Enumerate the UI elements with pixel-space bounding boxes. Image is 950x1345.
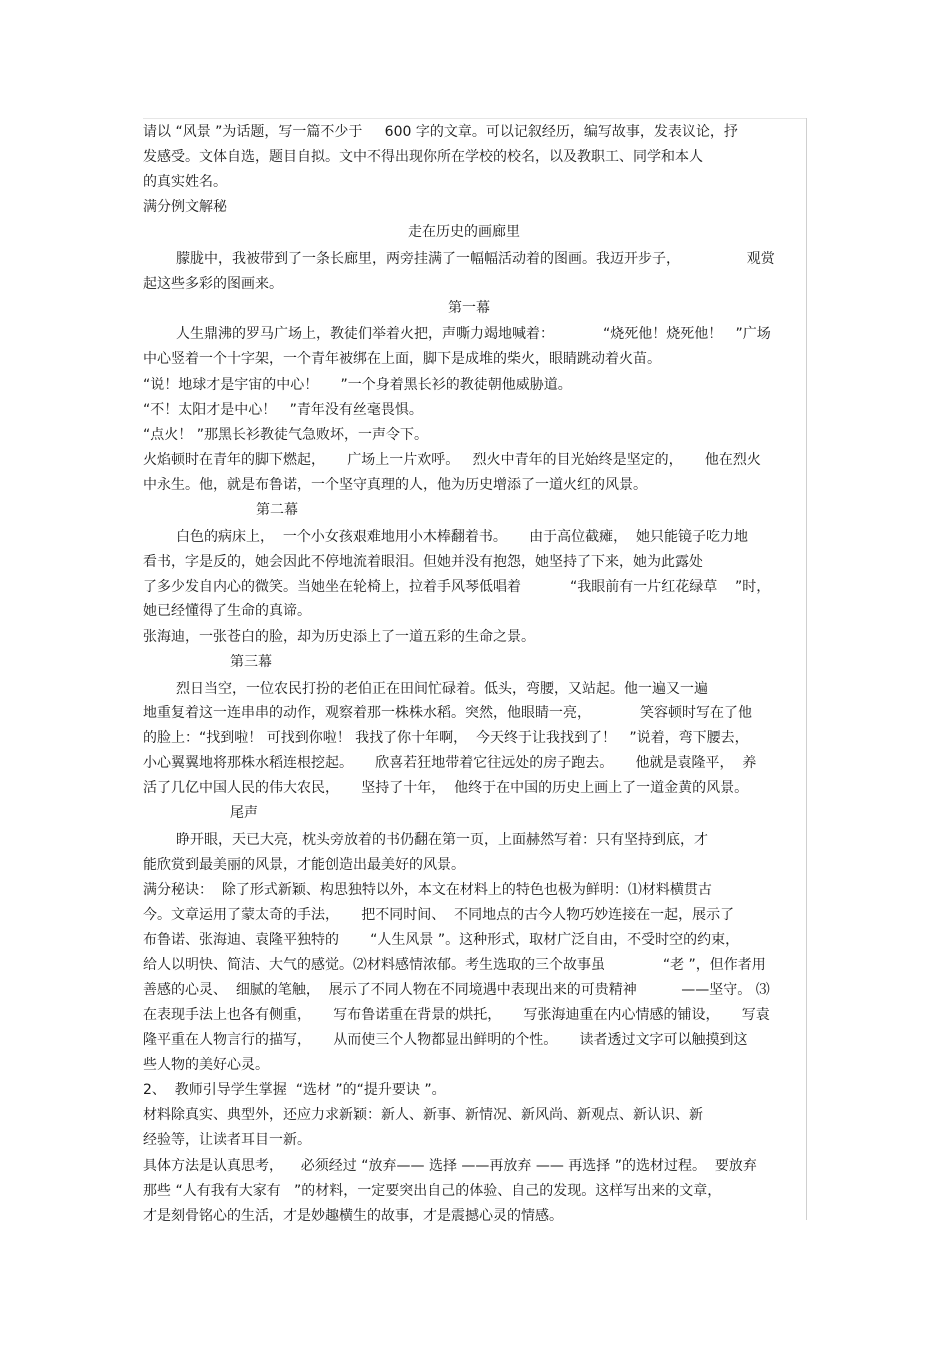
text-line: 今。文章运用了蒙太奇的手法， 把不同时间、 不同地点的古今人物巧妙连接在一起，展示了	[143, 907, 735, 923]
essay-title: 走在历史的画廊里	[408, 224, 520, 240]
section-heading: 满分例文解秘	[143, 199, 227, 215]
text-line: 白色的病床上， 一个小女孩艰难地用小木棒翻着书。 由于高位截瘫， 她只能镜子吃力地	[176, 529, 749, 545]
text-line: 发感受。文体自选，题目自拟。文中不得出现你所在学校的校名，以及教职工、同学和本人	[143, 149, 703, 165]
text-line: 烈日当空，一位农民打扮的老伯正在田间忙碌着。低头，弯腰，又站起。他一遍又一遍	[176, 681, 708, 697]
text-line: 的脸上：“找到啦！ 可找到你啦！ 我找了你十年啊， 今天终于让我找到了！ ”说着，弯下腰去，	[143, 730, 749, 746]
text-line: 活了几亿中国人民的伟大农民， 坚持了十年， 他终于在中国的历史上画上了一道金黄的风景。	[143, 780, 749, 796]
text-line: 具体方法是认真思考， 必须经过 “放弃—— 选择 ——再放弃 —— 再选择 ”的选材过程。 要放弃	[143, 1158, 757, 1174]
text-line: “点火！ ”那黑长衫教徒气急败坏，一声令下。	[143, 427, 428, 443]
text-line: 起这些多彩的图画来。	[143, 276, 283, 292]
text-line: 隆平重在人物言行的描写， 从而使三个人物都显出鲜明的个性。 读者透过文字可以触摸到这	[143, 1032, 748, 1048]
text-line: 那些 “人有我有大家有 ”的材料，一定要突出自己的体验、自己的发现。这样写出来的文章，	[143, 1183, 722, 1199]
text-line: 能欣赏到最美丽的风景，才能创造出最美好的风景。	[143, 857, 465, 873]
text-line: 看书，字是反的，她会因此不停地流着眼泪。但她并没有抱怨，她坚持了下来，她为此露处	[143, 554, 703, 570]
page-top-rule	[143, 118, 806, 119]
text-line: “说！地球才是宇宙的中心！ ”一个身着黑长衫的教徒朝他威胁道。	[143, 377, 572, 393]
text-line: 满分秘诀： 除了形式新颖、构思独特以外，本文在材料上的特色也极为鲜明：⑴材料横贯古	[143, 882, 712, 898]
numbered-heading: 2、 教师引导学生掌握 “选材 ”的“提升要诀 ”。	[143, 1082, 446, 1098]
text-line: 地重复着这一连串串的动作，观察着那一株株水稻。突然，他眼睛一亮， 笑容顿时写在了他	[143, 705, 752, 721]
text-line: 睁开眼，天已大亮，枕头旁放着的书仍翻在第一页，上面赫然写着：只有坚持到底，才	[176, 832, 708, 848]
text-line: 些人物的美好心灵。	[143, 1057, 269, 1073]
page-right-rule	[806, 118, 807, 1220]
text-line: 了多少发自内心的微笑。当她坐在轮椅上，拉着手风琴低唱着 “我眼前有一片红花绿草 ”时，	[143, 579, 771, 595]
text-line: 小心翼翼地将那株水稻连根挖起。 欣喜若狂地带着它往远处的房子跑去。 他就是袁隆平， 养	[143, 755, 757, 771]
text-line: 材料除真实、典型外，还应力求新颖：新人、新事、新情况、新风尚、新观点、新认识、新	[143, 1107, 703, 1123]
text-line: “不！太阳才是中心！ ”青年没有丝毫畏惧。	[143, 402, 423, 418]
text-line: 才是刻骨铭心的生活，才是妙趣横生的故事，才是震撼心灵的情感。	[143, 1208, 563, 1224]
section-heading: 尾声	[230, 805, 258, 821]
text-line: 请以 “风景 ”为话题，写一篇不少于 600 字的文章。可以记叙经历，编写故事，发表议论，抒	[143, 124, 738, 140]
text-line: 给人以明快、简洁、大气的感觉。⑵材料感情浓郁。考生选取的三个故事虽 “老 ”，但作者用	[143, 957, 766, 973]
text-line: 布鲁诺、张海迪、袁隆平独特的 “人生风景 ”。这种形式，取材广泛自由，不受时空的约束，	[143, 932, 740, 948]
act-heading: 第二幕	[256, 502, 298, 518]
text-line: 善感的心灵、 细腻的笔触， 展示了不同人物在不同境遇中表现出来的可贵精神 ——坚守。 ⑶	[143, 982, 770, 998]
text-line: 在表现手法上也各有侧重， 写布鲁诺重在背景的烘托， 写张海迪重在内心情感的铺设， 写袁	[143, 1007, 770, 1023]
text-line: 她已经懂得了生命的真谛。	[143, 603, 311, 619]
text-line: 张海迪，一张苍白的脸，却为历史添上了一道五彩的生命之景。	[143, 629, 535, 645]
text-line: 经验等，让读者耳目一新。	[143, 1132, 311, 1148]
act-heading: 第一幕	[448, 300, 490, 316]
text-line: 朦胧中，我被带到了一条长廊里，两旁挂满了一幅幅活动着的图画。我迈开步子， 观赏	[176, 251, 775, 267]
text-line: 火焰顿时在青年的脚下燃起， 广场上一片欢呼。 烈火中青年的目光始终是坚定的， 他在烈火	[143, 452, 761, 468]
text-line: 中永生。他，就是布鲁诺，一个坚守真理的人，他为历史增添了一道火红的风景。	[143, 477, 647, 493]
text-line: 人生鼎沸的罗马广场上，教徒们举着火把，声嘶力竭地喊着： “烧死他！烧死他！ ”广场	[176, 326, 771, 342]
text-line: 中心竖着一个十字架，一个青年被绑在上面，脚下是成堆的柴火，眼睛跳动着火苗。	[143, 351, 661, 367]
text-line: 的真实姓名。	[143, 174, 227, 190]
act-heading: 第三幕	[230, 654, 272, 670]
